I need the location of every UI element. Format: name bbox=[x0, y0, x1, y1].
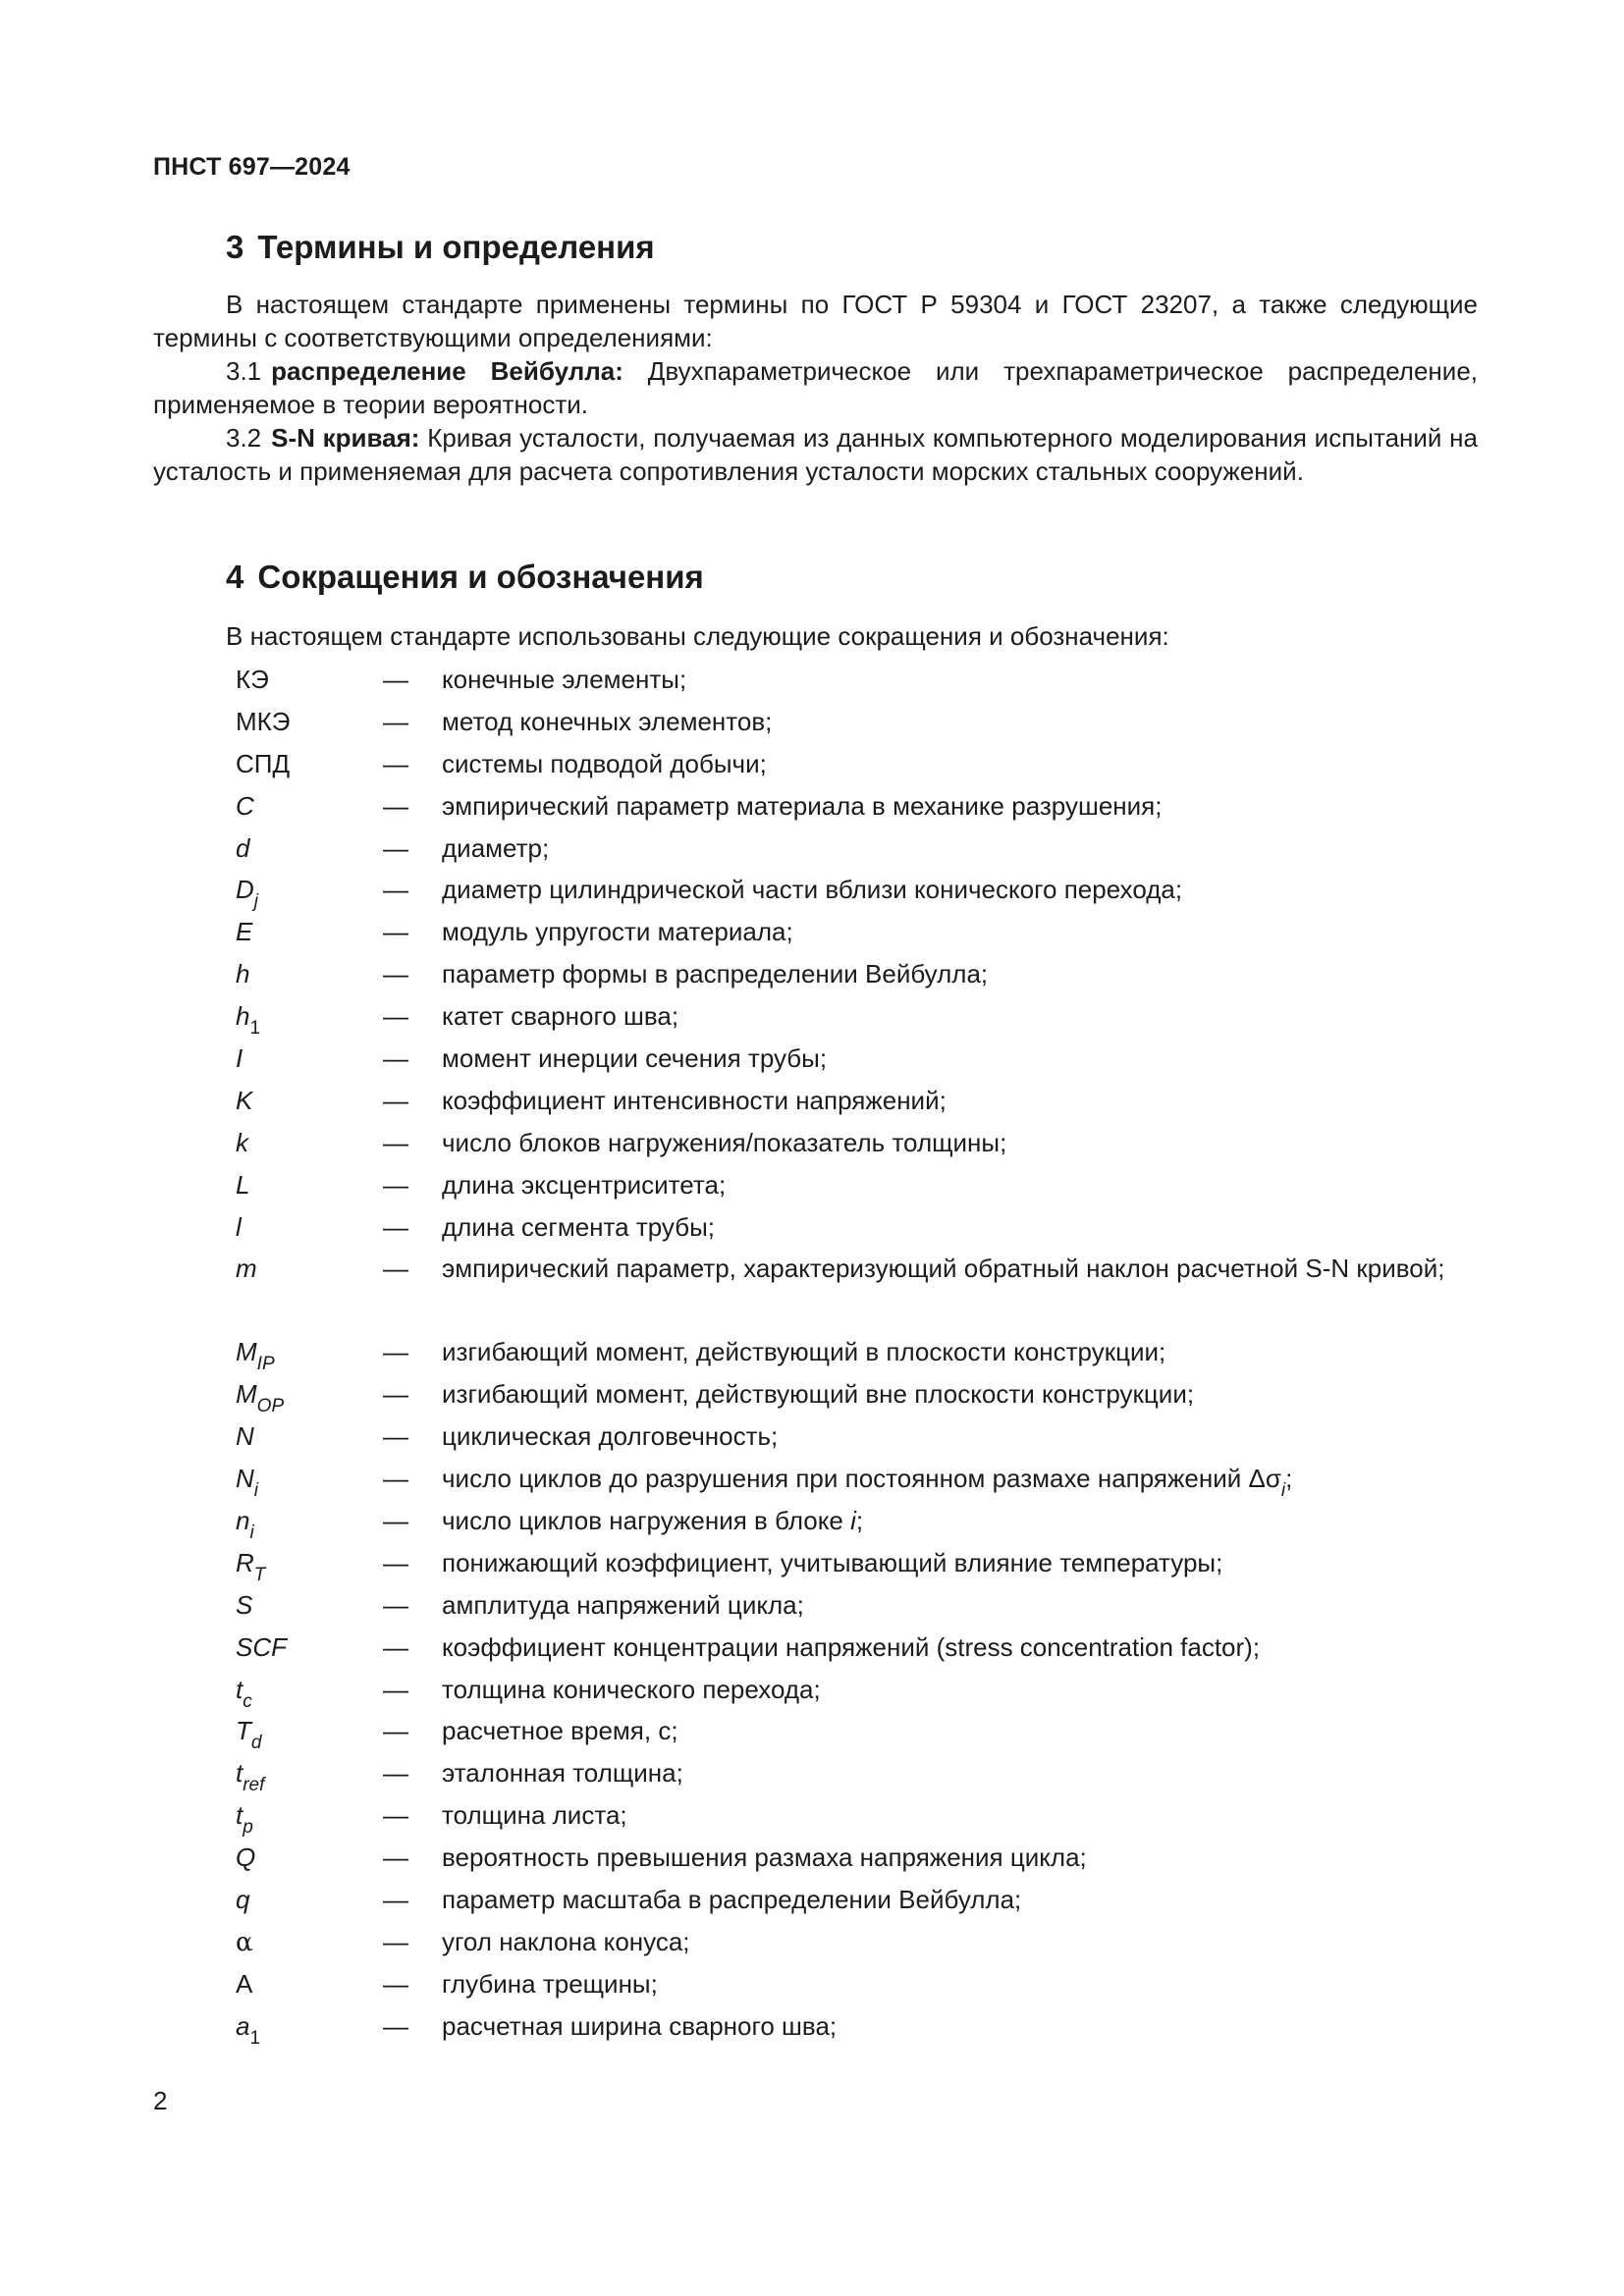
symbol-main: L bbox=[236, 1169, 250, 1200]
definition-text: эталонная толщина; bbox=[442, 1758, 683, 1789]
em-dash: — bbox=[383, 875, 408, 905]
abbreviation-definition bbox=[442, 747, 1478, 780]
abbreviation-definition bbox=[442, 957, 1478, 990]
section-4-intro: В настоящем стандарте использованы следующие сокращения и обозначения: bbox=[226, 621, 1169, 651]
abbreviation-row bbox=[236, 999, 1478, 1041]
definition-text: расчетная ширина сварного шва; bbox=[442, 2010, 838, 2041]
em-dash: — bbox=[383, 1674, 408, 1704]
symbol-main: t bbox=[236, 1800, 244, 1831]
definition-subscript: i bbox=[1280, 1480, 1286, 1502]
abbreviation-definition bbox=[442, 1462, 1478, 1502]
term-name: распределение Вейбулла: bbox=[271, 356, 623, 386]
definition-tail: ; bbox=[855, 1506, 864, 1536]
symbol-main: E bbox=[236, 917, 253, 947]
section-3-intro: В настоящем стандарте применены термины по ГОСТ Р 59304 и ГОСТ 23207, а также следующие термины с соответствующими определениями: bbox=[153, 290, 1478, 352]
abbreviation-definition bbox=[442, 915, 1478, 948]
abbreviation-symbol bbox=[236, 789, 383, 823]
definition-text: число циклов нагружения в блоке bbox=[442, 1506, 851, 1536]
definition-text: длина эксцентриситета; bbox=[442, 1169, 727, 1200]
definition-tail: ; bbox=[1285, 1464, 1293, 1494]
em-dash: — bbox=[383, 748, 408, 778]
em-dash: — bbox=[383, 1379, 408, 1410]
definition-text: понижающий коэффициент, учитывающий влияние температуры; bbox=[442, 1547, 1223, 1577]
symbol-subscript: p bbox=[243, 1817, 253, 1839]
section-4-number: 4 bbox=[226, 559, 244, 595]
abbreviation-symbol bbox=[236, 1714, 383, 1754]
abbreviation-symbol bbox=[236, 1798, 383, 1839]
abbreviation-definition bbox=[442, 1883, 1478, 1916]
definition-text: изгибающий момент, действующий вне плоскости конструкции; bbox=[442, 1379, 1195, 1410]
symbol-main: Q bbox=[236, 1842, 256, 1873]
abbreviation-definition bbox=[442, 1798, 1478, 1832]
abbreviation-row bbox=[236, 747, 1478, 789]
section-3-number: 3 bbox=[226, 229, 244, 265]
abbreviation-row bbox=[236, 2009, 1478, 2052]
definition-text: катет сварного шва; bbox=[442, 1001, 679, 1032]
symbol-main: l bbox=[236, 1211, 242, 1242]
abbreviation-definition bbox=[442, 1925, 1478, 1958]
em-dash: — bbox=[383, 1631, 408, 1662]
abbreviation-row bbox=[236, 1673, 1478, 1715]
abbreviation-row bbox=[236, 1041, 1478, 1084]
abbreviation-symbol bbox=[236, 1252, 383, 1285]
abbreviation-row bbox=[236, 1210, 1478, 1253]
em-dash: — bbox=[383, 1169, 408, 1200]
abbreviation-definition bbox=[442, 1419, 1478, 1453]
section-4-title: Сокращения и обозначения bbox=[257, 559, 704, 595]
definition-text: угол наклона конуса; bbox=[442, 1926, 690, 1956]
symbol-subscript: j bbox=[253, 891, 259, 913]
abbreviation-row bbox=[236, 1168, 1478, 1210]
symbol-subscript: T bbox=[253, 1564, 266, 1585]
abbreviation-symbol bbox=[236, 705, 383, 738]
abbreviation-symbol bbox=[236, 1419, 383, 1453]
term-3-2 bbox=[153, 421, 1478, 488]
abbreviation-symbol bbox=[236, 1967, 383, 2001]
abbreviation-symbol bbox=[236, 747, 383, 780]
definition-variable: i bbox=[850, 1506, 856, 1536]
symbol-main: A bbox=[236, 1968, 253, 1999]
abbreviation-symbol bbox=[236, 1883, 383, 1916]
abbreviation-definition bbox=[442, 2009, 1478, 2043]
definition-text: коэффициент концентрации напряжений (stress concentration factor); bbox=[442, 1631, 1261, 1662]
symbol-main: d bbox=[236, 832, 250, 863]
abbreviation-symbol bbox=[236, 1126, 383, 1159]
symbol-main: M bbox=[236, 1337, 257, 1367]
symbol-main: h bbox=[236, 959, 250, 989]
definition-text: длина сегмента трубы; bbox=[442, 1211, 716, 1242]
definition-text: число блоков нагружения/показатель толщины; bbox=[442, 1127, 1007, 1157]
abbreviation-symbol bbox=[236, 1673, 383, 1710]
abbreviation-definition bbox=[442, 1084, 1478, 1117]
em-dash: — bbox=[383, 1464, 408, 1494]
abbreviation-definition bbox=[442, 1714, 1478, 1747]
symbol-main: t bbox=[236, 1674, 244, 1704]
symbol-subscript: IP bbox=[256, 1354, 275, 1375]
em-dash: — bbox=[383, 917, 408, 947]
abbreviation-symbol bbox=[236, 1210, 383, 1244]
em-dash: — bbox=[383, 1043, 408, 1074]
symbol-main: M bbox=[236, 1379, 257, 1410]
abbreviation-definition bbox=[442, 1210, 1478, 1244]
abbreviations-list bbox=[236, 663, 1478, 2052]
abbreviation-row bbox=[236, 1126, 1478, 1168]
abbreviation-row bbox=[236, 663, 1478, 705]
abbreviation-row bbox=[236, 1967, 1478, 2009]
abbreviation-definition bbox=[442, 1504, 1478, 1537]
abbreviation-symbol bbox=[236, 1504, 383, 1544]
abbreviation-row bbox=[236, 1883, 1478, 1925]
em-dash: — bbox=[383, 1589, 408, 1620]
definition-text: изгибающий момент, действующий в плоскости конструкции; bbox=[442, 1337, 1166, 1367]
abbreviation-definition bbox=[442, 1673, 1478, 1706]
em-dash: — bbox=[383, 1800, 408, 1831]
abbreviation-row bbox=[236, 789, 1478, 831]
definition-text: глубина трещины; bbox=[442, 1968, 658, 1999]
term-definition: Кривая усталости, получаемая из данных компьютерного моделирования испытаний на усталость и применяемая для расчета сопротивления усталости морских стальных сооружений. bbox=[153, 423, 1478, 486]
abbreviation-row bbox=[236, 1377, 1478, 1419]
em-dash: — bbox=[383, 1926, 408, 1956]
symbol-main: k bbox=[236, 1127, 248, 1157]
abbreviation-row bbox=[236, 705, 1478, 747]
definition-text: вероятность превышения размаха напряжения цикла; bbox=[442, 1842, 1087, 1873]
abbreviation-symbol bbox=[236, 957, 383, 990]
symbol-main: МКЭ bbox=[236, 706, 291, 736]
abbreviation-definition bbox=[442, 1756, 1478, 1789]
abbreviation-definition bbox=[442, 999, 1478, 1033]
em-dash: — bbox=[383, 706, 408, 736]
abbreviation-definition bbox=[442, 789, 1478, 823]
definition-text: расчетное время, с; bbox=[442, 1716, 678, 1746]
em-dash: — bbox=[383, 1127, 408, 1157]
abbreviation-definition bbox=[442, 1546, 1478, 1579]
abbreviation-definition bbox=[442, 1630, 1478, 1664]
abbreviation-row bbox=[236, 1630, 1478, 1673]
em-dash: — bbox=[383, 1968, 408, 1999]
symbol-main: СПД bbox=[236, 748, 291, 778]
abbreviation-definition bbox=[442, 1041, 1478, 1075]
symbol-main: N bbox=[236, 1421, 254, 1452]
definition-text: циклическая долговечность; bbox=[442, 1421, 779, 1452]
definition-text: параметр масштаба в распределении Вейбулла; bbox=[442, 1885, 1022, 1915]
abbreviation-symbol bbox=[236, 1462, 383, 1502]
abbreviation-row bbox=[236, 1504, 1478, 1546]
abbreviation-symbol bbox=[236, 1084, 383, 1117]
symbol-main: S bbox=[236, 1589, 253, 1620]
definition-text: эмпирический параметр материала в механике разрушения; bbox=[442, 790, 1163, 821]
em-dash: — bbox=[383, 1716, 408, 1746]
abbreviation-definition bbox=[442, 1377, 1478, 1411]
definition-text: толщина листа; bbox=[442, 1800, 627, 1831]
symbol-main: K bbox=[236, 1085, 253, 1115]
symbol-main: h bbox=[236, 1001, 250, 1032]
abbreviation-symbol bbox=[236, 663, 383, 696]
symbol-main: D bbox=[236, 875, 254, 905]
abbreviation-symbol bbox=[236, 915, 383, 948]
abbreviation-row bbox=[236, 1335, 1478, 1377]
em-dash: — bbox=[383, 959, 408, 989]
abbreviation-symbol bbox=[236, 1335, 383, 1375]
abbreviation-definition bbox=[442, 1841, 1478, 1874]
definition-text: параметр формы в распределении Вейбулла; bbox=[442, 959, 989, 989]
em-dash: — bbox=[383, 1254, 408, 1284]
symbol-main: I bbox=[236, 1043, 244, 1074]
abbreviation-row bbox=[236, 873, 1478, 915]
symbol-main: t bbox=[236, 1758, 244, 1789]
symbol-main: q bbox=[236, 1885, 250, 1915]
abbreviation-row bbox=[236, 1588, 1478, 1630]
abbreviation-symbol bbox=[236, 831, 383, 865]
em-dash: — bbox=[383, 1842, 408, 1873]
symbol-subscript: i bbox=[253, 1480, 259, 1502]
symbol-main: КЭ bbox=[236, 665, 269, 694]
definition-text: эмпирический параметр, характеризующий обратный наклон расчетной S-N кривой; bbox=[442, 1254, 1445, 1284]
section-4-heading bbox=[226, 559, 704, 596]
abbreviation-definition bbox=[442, 873, 1478, 906]
definition-text: число циклов до разрушения при постоянном размахе напряжений Δσ bbox=[442, 1464, 1281, 1494]
term-3-1 bbox=[153, 354, 1478, 421]
abbreviation-symbol bbox=[236, 873, 383, 913]
symbol-subscript: OP bbox=[256, 1396, 285, 1417]
definition-text: диаметр; bbox=[442, 832, 550, 863]
em-dash: — bbox=[383, 1547, 408, 1577]
symbol-main: α bbox=[236, 1927, 253, 1957]
symbol-subscript: d bbox=[250, 1733, 262, 1754]
definition-text: диаметр цилиндрической части вблизи конического перехода; bbox=[442, 875, 1183, 905]
abbreviation-symbol bbox=[236, 1377, 383, 1415]
definition-text: системы подводой добычи; bbox=[442, 748, 767, 778]
abbreviation-symbol bbox=[236, 1546, 383, 1583]
abbreviation-symbol bbox=[236, 1925, 383, 1959]
symbol-subscript: ref bbox=[243, 1775, 265, 1796]
definition-text: модуль упругости материала; bbox=[442, 917, 793, 947]
abbreviation-definition bbox=[442, 1335, 1478, 1368]
abbreviation-row bbox=[236, 1462, 1478, 1504]
abbreviation-row bbox=[236, 1925, 1478, 1967]
abbreviation-definition bbox=[442, 1168, 1478, 1201]
abbreviation-row bbox=[236, 1798, 1478, 1841]
definition-text: амплитуда напряжений цикла; bbox=[442, 1589, 804, 1620]
abbreviation-row bbox=[236, 1252, 1478, 1335]
em-dash: — bbox=[383, 1085, 408, 1115]
symbol-main: a bbox=[236, 2010, 250, 2041]
abbreviation-row bbox=[236, 957, 1478, 999]
abbreviation-row bbox=[236, 1546, 1478, 1588]
abbreviation-row bbox=[236, 1841, 1478, 1883]
term-number: 3.1 bbox=[226, 356, 262, 386]
abbreviation-definition bbox=[442, 831, 1478, 865]
definition-text: коэффициент интенсивности напряжений; bbox=[442, 1085, 947, 1115]
symbol-subscript: 1 bbox=[249, 2027, 261, 2049]
em-dash: — bbox=[383, 1758, 408, 1789]
abbreviation-definition bbox=[442, 1588, 1478, 1622]
abbreviation-symbol bbox=[236, 1630, 383, 1664]
abbreviation-definition bbox=[442, 663, 1478, 696]
section-3-title: Термины и определения bbox=[257, 229, 655, 265]
term-number: 3.2 bbox=[226, 423, 262, 453]
abbreviation-row bbox=[236, 1756, 1478, 1798]
em-dash: — bbox=[383, 1337, 408, 1367]
definition-text: момент инерции сечения трубы; bbox=[442, 1043, 828, 1074]
em-dash: — bbox=[383, 665, 408, 694]
abbreviation-symbol bbox=[236, 1588, 383, 1622]
em-dash: — bbox=[383, 832, 408, 863]
term-definition: Двухпараметрическое или трехпараметрическое распределение, применяемое в теории вероятности. bbox=[153, 356, 1478, 419]
symbol-main: R bbox=[236, 1547, 254, 1577]
abbreviation-definition bbox=[442, 1967, 1478, 2001]
document-code: ПНСТ 697—2024 bbox=[153, 153, 351, 181]
symbol-main: N bbox=[236, 1464, 254, 1494]
page-number: 2 bbox=[153, 2086, 168, 2115]
abbreviation-symbol bbox=[236, 1168, 383, 1201]
definition-text: метод конечных элементов; bbox=[442, 706, 773, 736]
em-dash: — bbox=[383, 1001, 408, 1032]
term-name: S-N кривая: bbox=[271, 423, 420, 453]
abbreviation-symbol bbox=[236, 1756, 383, 1796]
definition-text: конечные элементы; bbox=[442, 665, 687, 694]
abbreviation-symbol bbox=[236, 1841, 383, 1874]
abbreviation-symbol bbox=[236, 1041, 383, 1075]
abbreviation-symbol bbox=[236, 2009, 383, 2047]
em-dash: — bbox=[383, 1506, 408, 1536]
abbreviation-row bbox=[236, 1714, 1478, 1756]
symbol-subscript: i bbox=[249, 1522, 254, 1544]
em-dash: — bbox=[383, 1421, 408, 1452]
symbol-main: T bbox=[236, 1716, 251, 1746]
abbreviation-row bbox=[236, 1084, 1478, 1126]
em-dash: — bbox=[383, 790, 408, 821]
abbreviation-row bbox=[236, 915, 1478, 957]
symbol-subscript: 1 bbox=[249, 1018, 261, 1040]
em-dash: — bbox=[383, 2010, 408, 2041]
em-dash: — bbox=[383, 1885, 408, 1915]
abbreviation-symbol bbox=[236, 999, 383, 1040]
symbol-main: SCF bbox=[236, 1631, 287, 1662]
symbol-main: C bbox=[236, 790, 254, 821]
abbreviation-definition bbox=[442, 1252, 1478, 1285]
abbreviation-definition bbox=[442, 1126, 1478, 1159]
symbol-subscript: c bbox=[243, 1690, 252, 1712]
abbreviation-row bbox=[236, 1419, 1478, 1462]
symbol-main: m bbox=[236, 1254, 257, 1284]
section-3-heading bbox=[226, 229, 655, 266]
abbreviation-definition bbox=[442, 705, 1478, 738]
symbol-main: n bbox=[236, 1506, 250, 1536]
em-dash: — bbox=[383, 1211, 408, 1242]
abbreviation-row bbox=[236, 831, 1478, 874]
definition-text: толщина конического перехода; bbox=[442, 1674, 821, 1704]
